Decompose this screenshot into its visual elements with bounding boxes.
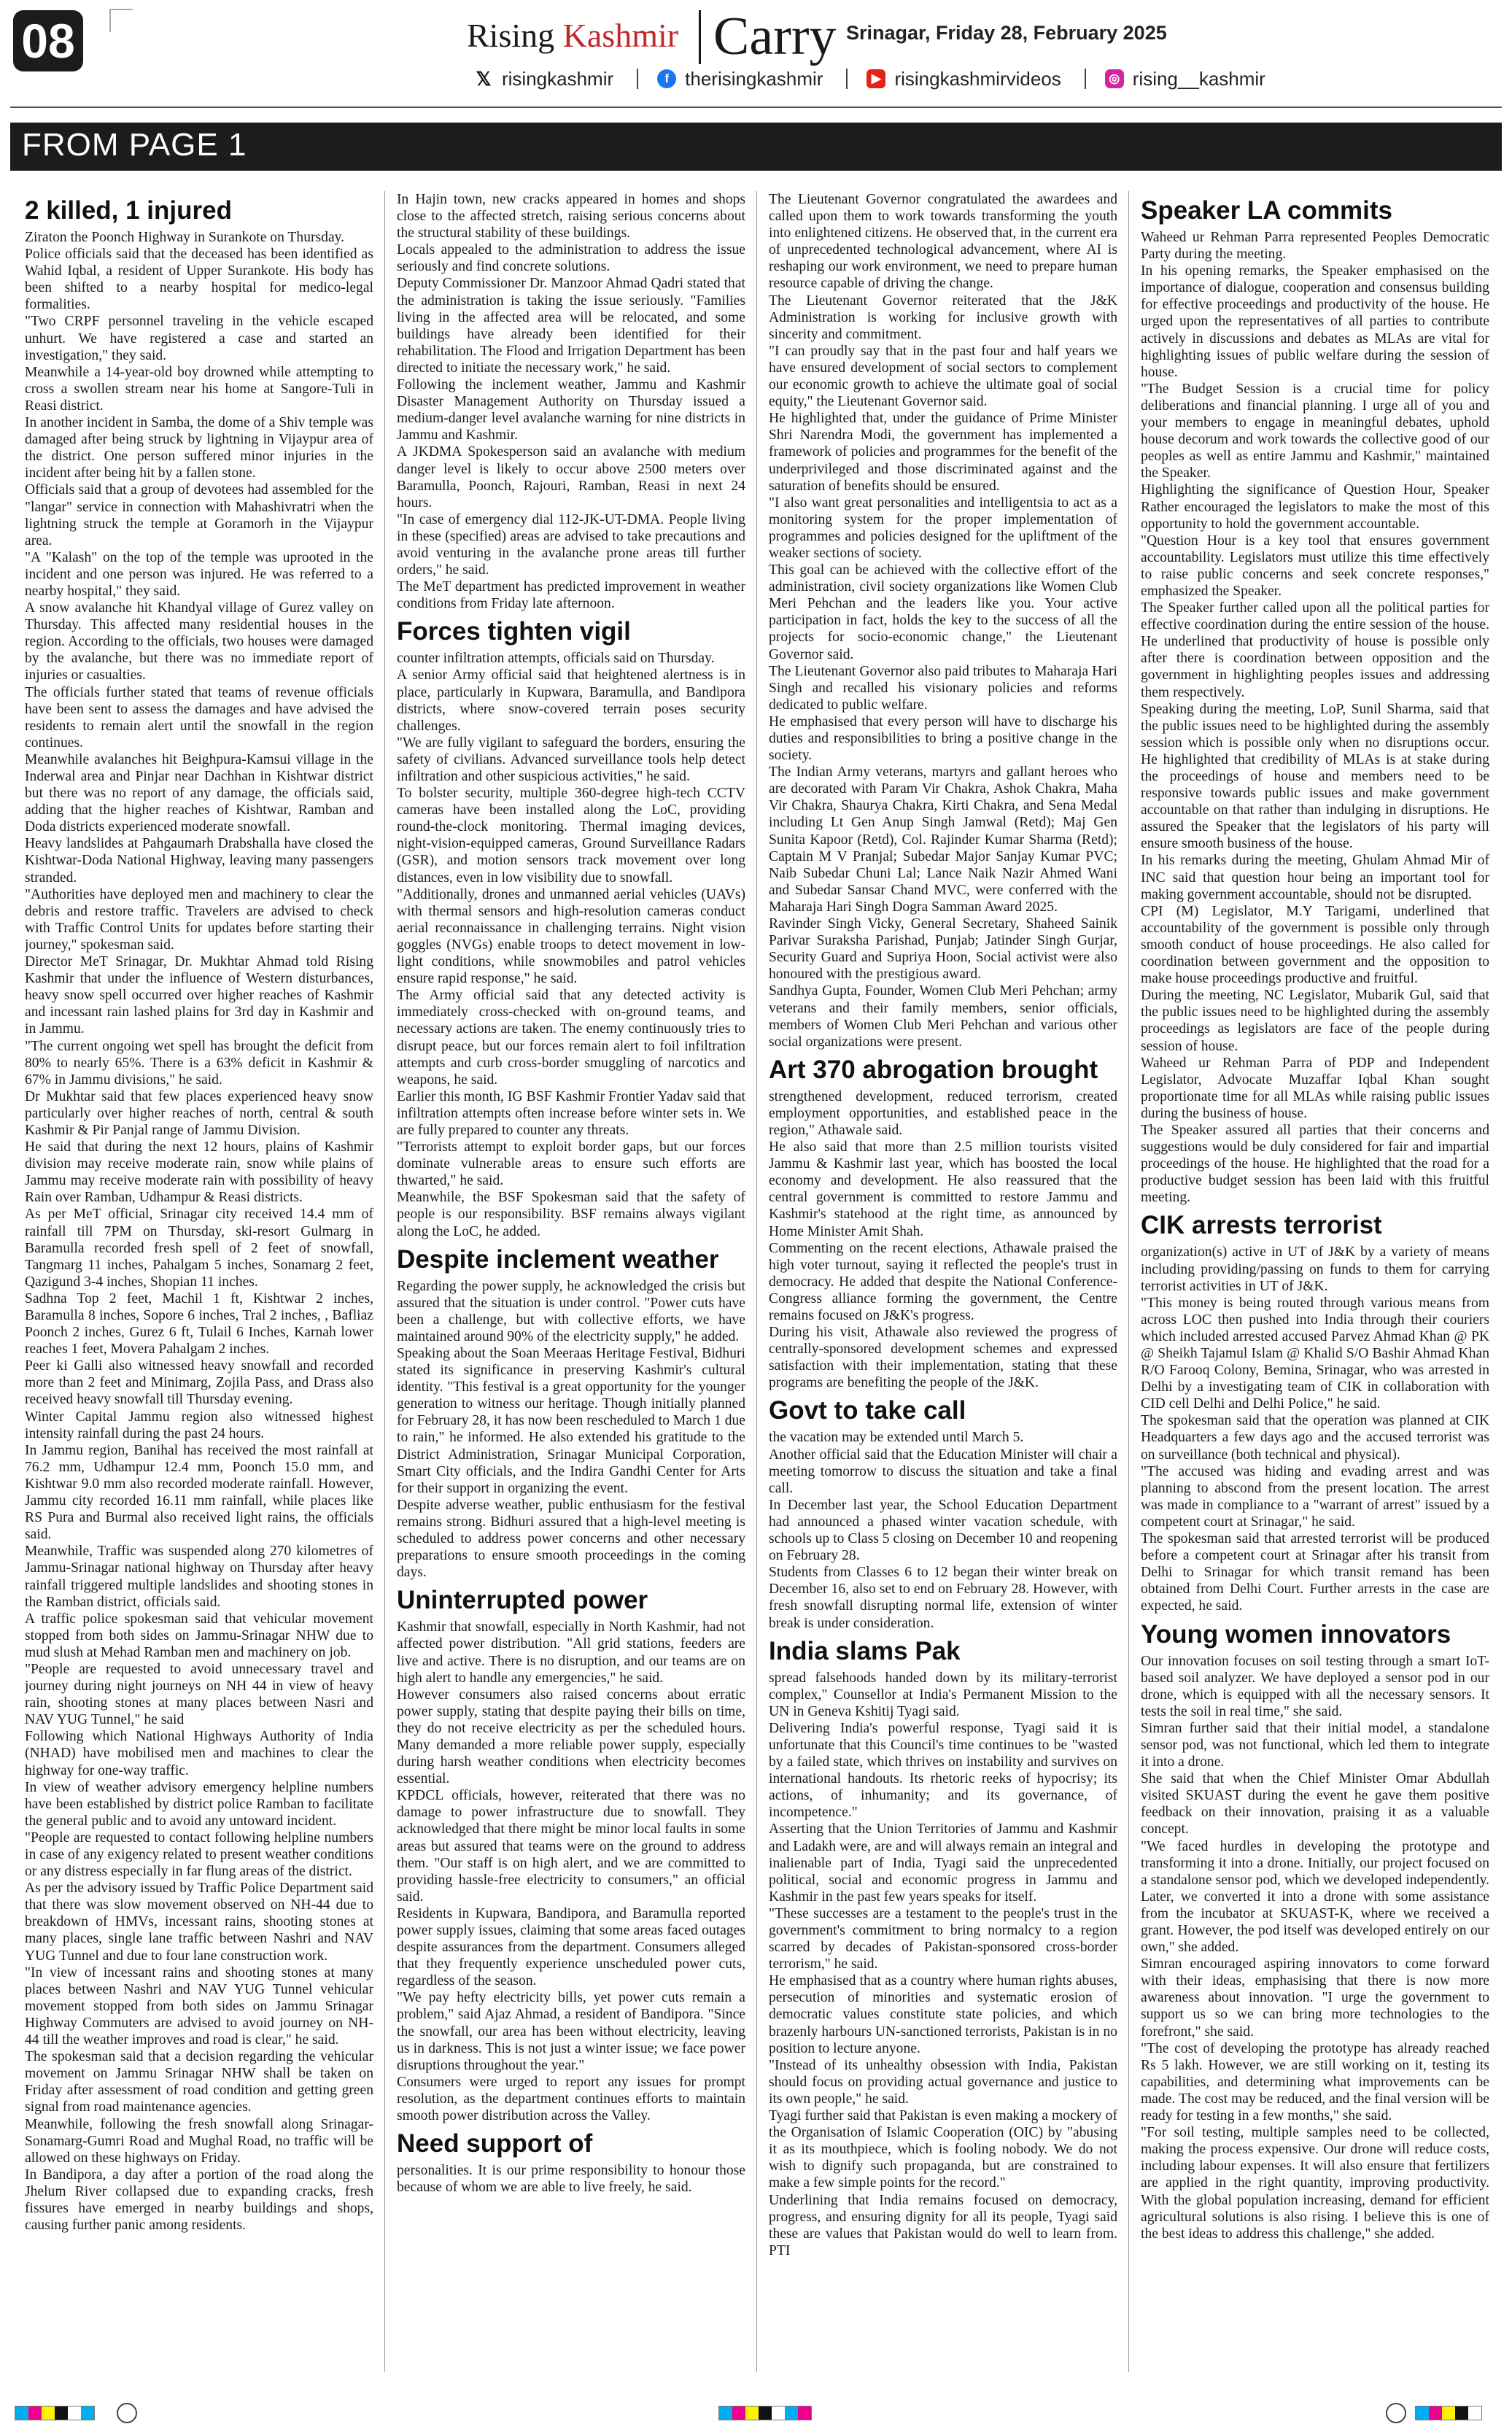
facebook-icon: f <box>657 69 676 88</box>
article-paragraph: He highlighted that, under the guidance of Prime Minister Shri Narendra Modi, the government has implemented a framework of policies and programmes for the benefit of the underprivileged and those discriminated against and the saturation of benefits should be ensured. <box>769 411 1117 494</box>
article-paragraph: In December last year, the School Education Department had announced a phased winter vacation schedule, with schools up to Class 5 closing on December 10 and reopening on February 28. <box>769 1497 1117 1564</box>
column-2 <box>397 191 745 2372</box>
article-headline: Speaker LA commits <box>1141 196 1392 225</box>
article-headline: Govt to take call <box>769 1396 966 1425</box>
article-paragraph: "I can proudly say that in the past four and half years we have ensured development of social sectors to complement our economic growth to achieve the ultimate goal of social equity," the Lieutenant Governor said. <box>769 343 1117 410</box>
article-paragraph: The spokesman said that arrested terrorist will be produced before a competent court at Srinagar after his transit from Delhi to Srinagar for which transit remand has been obtained from Delhi Court. Further arrests in the case are expected, he said. <box>1141 1531 1489 1614</box>
article-paragraph: personalities. It is our prime responsibility to honour those because of whom we are able to live freely, he said. <box>397 2163 745 2196</box>
article-paragraph: In his remarks during the meeting, Ghulam Ahmad Mir of INC said that question hour being an important tool for making government accountable, should not be disrupted. <box>1141 853 1489 902</box>
article-paragraph: Waheed ur Rehman Parra of PDP and Independent Legislator, Advocate Muzaffar Iqbal Khan sought proportionate time for all MLAs while raising public issues during the business of house. <box>1141 1055 1489 1121</box>
article-headline: CIK arrests terrorist <box>1141 1211 1382 1240</box>
article-paragraph: The spokesman said that a decision regarding the vehicular movement on Jammu Srinagar NHW shall be taken on Friday after assessment of road condition and getting green signal from road maintenance agencies. <box>25 2049 373 2115</box>
page-number: 08 <box>13 10 83 71</box>
article-paragraph: "Question Hour is a key tool that ensures government accountability. Legislators must utilize this time effectively to raise public concerns and seek concrete responses," emphasized the Speaker. <box>1141 533 1489 599</box>
article-paragraph: Ziraton the Poonch Highway in Surankote on Thursday. <box>25 230 345 245</box>
print-color-bar <box>0 2400 1512 2424</box>
article-paragraph: Sandhya Gupta, Founder, Women Club Meri Pehchan; army veterans and their family members, senior officials, members of Women Club Meri Pehchan and various other social organizations were present. <box>769 983 1117 1050</box>
article-paragraph: CPI (M) Legislator, M.Y Tarigami, underlined that accountability of the government is possible only through smooth conduct of house proceedings. He also called for coordination between government and the opposition to make house proceedings productive and fruitful. <box>1141 903 1489 987</box>
article-paragraph: He also said that more than 2.5 million tourists visited Jammu & Kashmir last year, which has boosted the local economy and development. He also reassured that the central government is committed to restore Jammu and Kashmir's statehood at the right time, as announced by Home Minister Amit Shah. <box>769 1139 1117 1239</box>
article-paragraph: "Authorities have deployed men and machinery to clear the debris and restore traffic. Travelers are advised to check with Traffic Control Units for updates before starting their journey," spokesman said. <box>25 886 373 953</box>
column-1 <box>25 191 373 2372</box>
article-paragraph: Meanwhile avalanches hit Beighpura-Kamsui village in the Inderwal area and Pinjar near Dachhan in Kishtwar district but there was no report of any damage, the officials said, adding that the higher reaches of Kishtwar, Ramban and Doda districts experienced moderate snowfall. <box>25 751 373 835</box>
article-paragraph: strengthened development, reduced terrorism, created employment opportunities, and established peace in the region," Athawale said. <box>769 1088 1117 1138</box>
article-paragraph: Heavy landslides at Pahgaumarh Drabshalla have closed the Kishtwar-Doda National Highway, leaving many passengers stranded. <box>25 836 373 886</box>
social-divider <box>637 69 638 89</box>
article-paragraph: He said that during the next 12 hours, plains of Kashmir division may receive moderate rain, snow while plains of Jammu may receive moderate rain with possibility of heavy Rain over Ramban, Udhampur & Reasi districts. <box>25 1139 373 1206</box>
column-divider <box>384 191 385 2372</box>
registration-mark <box>117 2403 137 2423</box>
article-paragraph: KPDCL officials, however, reiterated that there was no damage to power infrastructure due to snowfall. They acknowledged that there might be minor local faults in some areas but assured that teams were on the ground to address them. "Our staff is on high alert, and we are committed to providing hassle-free electricity to consumers," an official said. <box>397 1788 745 1905</box>
article-paragraph: Highlighting the significance of Question Hour, Speaker Rather encouraged the legislators to make the most of this opportunity to hold the government accountable. <box>1141 482 1489 532</box>
article-paragraph: "We pay hefty electricity bills, yet power cuts remain a problem," said Ajaz Ahmad, a resident of Bandipora. "Since the snowfall, our area has been without electricity, leaving us in darkness. This is not just a winter issue; we face power disruptions throughout the year." <box>397 1990 745 2073</box>
article-paragraph: the vacation may be extended until March 5. <box>769 1430 1024 1446</box>
article-paragraph: The Lieutenant Governor reiterated that the J&K Administration is working for inclusive growth with sincerity and commitment. <box>769 293 1117 342</box>
article-paragraph: "For soil testing, multiple samples need to be collected, making the process expensive. Our drone will reduce costs, including labour expenses. It will also ensure that fertilizers are applied in the right quantity, improving productivity. With the global population increasing, demand for efficient agricultural solutions is also rising. I believe this is one of the best ideas to address this challenge," she added. <box>1141 2125 1489 2242</box>
article-paragraph: "Terrorists attempt to exploit border gaps, but our forces dominate vulnerable areas to ensure such efforts are thwarted," he said. <box>397 1139 745 1189</box>
article-paragraph: Director MeT Srinagar, Dr. Mukhtar Ahmad told Rising Kashmir that under the influence of Western disturbances, heavy snow spell occurred over higher reaches of Kashmir and incessant rain lashed plains for 3rd day in Kashmir and in Jammu. <box>25 954 373 1037</box>
youtube-icon: ▶ <box>867 69 885 88</box>
article-paragraph: Speaking about the Soan Meeraas Heritage Festival, Bidhuri stated its significance in preserving Kashmir's cultural identity. "This festival is a great opportunity for the younger generation to witness our heritage. Though initially planned for February 28, it has now been rescheduled to March 1 due to rain," he informed. He also extended his gratitude to the District Administration, Srinagar Municipal Corporation, Smart City officials, and the Indira Gandhi Center for Arts for their support in organizing the event. <box>397 1346 745 1496</box>
article-paragraph: Sadhna Top 2 feet, Machil 1 ft, Kishtwar 2 inches, Baramulla 8 inches, Sopore 6 inches, Tral 2 inches, , Bafliaz Poonch 2 inches, Gurez 6 ft, Tulail 6 Inches, Karnah lower reaches 1 feet, Movera Pahalgam 2 inches. <box>25 1290 373 1358</box>
article-paragraph: "These successes are a testament to the people's trust in the government's commitment to bring normalcy to a region scarred by decades of Pakistan-sponsored cross-border terrorism," he said. <box>769 1905 1117 1972</box>
article-paragraph: He emphasised that as a country where human rights abuses, persecution of minorities and systematic erosion of democratic values constitute state policies, and which brazenly harbours UN-sanctioned terrorists, Pakistan is in no position to lecture anyone. <box>769 1973 1117 2056</box>
article-paragraph: Locals appealed to the administration to address the issue seriously and find concrete solutions. <box>397 242 745 275</box>
article-paragraph: Kashmir that snowfall, especially in North Kashmir, had not affected power distribution. "All grid stations, feeders are live and active. There is no disruption, and our teams are on high alert to handle any emergencies," he said. <box>397 1619 745 1686</box>
article-paragraph: Speaking during the meeting, LoP, Sunil Sharma, said that the public issues need to be highlighted during the assembly session which is possible only when no disruptions occur. He highlighted that credibility of MLAs is at stake during the proceedings of house and members need to be responsive towards public issues and make government accountable on that rather than indulging in disruptions. He assured the Speaker that the legislators of his party will ensure smooth business of the house. <box>1141 701 1489 852</box>
banner-label: FROM PAGE 1 <box>22 127 247 163</box>
article-paragraph: In Bandipora, a day after a portion of the road along the Jhelum River collapsed due to expanding cracks, fresh fissures have emerged in nearby buildings and shops, causing further panic among residents. <box>25 2167 373 2234</box>
article-paragraph: To bolster security, multiple 360-degree high-tech CCTV cameras have been installed along the LoC, providing round-the-clock monitoring. Thermal imaging devices, night-vision-equipped cameras, Ground Surveillance Radars (GSR), and motion sensors track movement over long distances, even in low visibility due to snowfall. <box>397 786 745 886</box>
article-paragraph: organization(s) active in UT of J&K by a variety of means including providing/passing on funds to them for carrying terrorist activities in UT of J&K. <box>1141 1244 1489 1294</box>
article-paragraph: Simran encouraged aspiring innovators to come forward with their ideas, emphasising that there is now more awareness about innovation. "I urge the government to support us so we can bring more technologies to the forefront," she said. <box>1141 1956 1489 2040</box>
article-paragraph: During the meeting, NC Legislator, Mubarik Gul, said that the public issues need to be highlighted during the assembly proceedings as legislators are face of the people during session of house. <box>1141 988 1489 1054</box>
article-paragraph: Deputy Commissioner Dr. Manzoor Ahmad Qadri stated that the administration is taking the issue seriously. "Families living in the affected area will be relocated, and some buildings have already been identified for their rehabilitation. The Flood and Irrigation Department has been directed to initiate the necessary work," he said. <box>397 276 745 376</box>
color-swatches-center <box>718 2406 812 2420</box>
article-headline: 2 killed, 1 injured <box>25 196 232 225</box>
article-paragraph: He emphasised that every person will have to discharge his duties and responsibilities to bring a positive change in the society. <box>769 713 1117 764</box>
article-paragraph: A traffic police spokesman said that vehicular movement stopped from both sides on Jammu-Srinagar NHW due to mud slush at Mehad Ramban men and machinery on job. <box>25 1611 373 1660</box>
article-paragraph: The Lieutenant Governor congratulated the awardees and called upon them to work towards transforming the youth into enlightened citizens. He observed that, in the current era of unprecedented technological advancement, where AI is reshaping our work environment, we need to prepare human resource capable of driving the change. <box>769 192 1117 292</box>
article-paragraph: A snow avalanche hit Khandyal village of Gurez valley on Thursday. This affected many residential houses in the region. According to the officials, two houses were damaged by the avalanche, but there was no immediate report of injuries or casualties. <box>25 600 373 684</box>
article-paragraph: "In view of incessant rains and shooting stones at many places between Nashri and NAV YUG Tunnel vehicular movement stopped from both sides on Jammu Srinagar Highway Commuters are advised to avoid journey on NH-44 till the weather improves and road is clear," he said. <box>25 1964 373 2048</box>
article-paragraph: "I also want great personalities and intelligentsia to act as a monitoring system for the proper implementation of programmes and policies designed for the upliftment of the weaker sections of society. <box>769 495 1117 561</box>
registration-mark <box>1386 2403 1406 2423</box>
masthead <box>0 0 1512 124</box>
article-paragraph: The spokesman said that the operation was planned at CIK Headquarters a few days ago and the accused terrorist was on surveillance (both technical and physical). <box>1141 1413 1489 1463</box>
color-swatches-left <box>15 2406 95 2420</box>
article-paragraph: The officials further stated that teams of revenue officials have been sent to assess the damages and have advised the residents to remain alert until the snowfall in the region continues. <box>25 684 373 751</box>
article-paragraph: Waheed ur Rehman Parra represented Peoples Democratic Party during the meeting. <box>1141 230 1489 263</box>
article-paragraph: In Jammu region, Banihal has received the most rainfall at 76.2 mm, Udhampur 12.4 mm, Poonch 15.0 mm, and Kishtwar 9.0 mm also recorded moderate rainfall. However, Jammu city recorded 16.11 mm rainfall, while places like RS Pura and Burmal also received light rains, the officials said. <box>25 1442 373 1543</box>
column-3 <box>769 191 1117 2372</box>
article-paragraph: Meanwhile, Traffic was suspended along 270 kilometres of Jammu-Srinagar national highway on Thursday after heavy rainfall triggered multiple landslides and shooting stones in the Ramban district, officials said. <box>25 1544 373 1610</box>
dateline: Srinagar, Friday 28, February 2025 <box>846 22 1167 44</box>
article-paragraph: She said that when the Chief Minister Omar Abdullah visited SKUAST during the event he gave them positive feedback on their innovation, praising it as a valuable concept. <box>1141 1771 1489 1838</box>
article-paragraph: Meanwhile, following the fresh snowfall along Srinagar-Sonamarg-Gumri Road and Mughal Road, no traffic will be allowed on these highways on Friday. <box>25 2116 373 2166</box>
article-paragraph: Police officials said that the deceased has been identified as Wahid Iqbal, a resident of Upper Surankote. His body has been shifted to a nearby hospital for medico-legal formalities. <box>25 247 373 313</box>
article-paragraph: Following the inclement weather, Jammu and Kashmir Disaster Management Authority on Thursday issued a medium-danger level avalanche warning for nine districts in Jammu and Kashmir. <box>397 377 745 444</box>
social-divider <box>1085 69 1086 89</box>
article-headline: Uninterrupted power <box>397 1586 648 1615</box>
article-paragraph: In view of weather advisory emergency helpline numbers have been established by district police Ramban to facilitate the general public and to avoid any untoward incident. <box>25 1779 373 1829</box>
article-paragraph: "People are requested to avoid unnecessary travel and journey during night journeys on NH 44 in view of heavy rain, shooting stones at many places between Nasri and NAV YUG Tunnel," he said <box>25 1661 373 1728</box>
article-paragraph: Ravinder Singh Vicky, General Secretary, Shaheed Sainik Parivar Suraksha Parishad, Punjab; Jatinder Singh Gurjar, Security Guard and Supriya Hoon, Social activist were also honoured with the prestigious award. <box>769 916 1117 983</box>
article-paragraph: "We are fully vigilant to safeguard the borders, ensuring the safety of civilians. Advanced surveillance tools help detect infiltration and other suspicious activities," he said. <box>397 735 745 784</box>
article-paragraph: The Speaker assured all parties that their concerns and suggestions would be duly considered for fair and impartial proceedings of the house. He highlighted that the road for a productive budget session has been laid with this fruitful meeting. <box>1141 1122 1489 1206</box>
column-divider <box>756 191 757 2372</box>
social-divider <box>846 69 848 89</box>
article-headline: Need support of <box>397 2129 593 2158</box>
article-headline: Art 370 abrogation brought <box>769 1055 1098 1084</box>
article-paragraph: Simran further said that their initial model, a standalone sensor pod, was not functional, which led them to integrate it into a drone. <box>1141 1720 1489 1770</box>
social-handle: risingkashmirvideos <box>894 67 1061 90</box>
article-paragraph: Earlier this month, IG BSF Kashmir Frontier Yadav said that infiltration attempts often increase before winter sets in. We are fully prepared to counter any threats. <box>397 1088 745 1138</box>
article-paragraph: In his opening remarks, the Speaker emphasised on the importance of dialogue, cooperation and consensus building for effective proceedings and productivity of the house. He urged upon the representatives of all parties to contribute actively in discussions and debates as MLAs are vital for highlighting issues of public welfare during the session of house. <box>1141 263 1489 380</box>
instagram-icon: ◎ <box>1105 69 1124 88</box>
article-paragraph: In another incident in Samba, the dome of a Shiv temple was damaged after being struck by lightning in Vijaypur area of the district. One person suffered minor injuries in the incident after being hit by a fallen stone. <box>25 415 373 481</box>
article-columns <box>25 191 1491 2372</box>
social-handles <box>474 64 1510 93</box>
article-paragraph: Underlining that India remains focused on democracy, progress, and ensuring dignity for all its people, Tyagi said these are values that Pakistan would do well to learn from. PTI <box>769 2192 1117 2258</box>
article-paragraph: "This money is being routed through various means from across LOC then pushed into India through their couriers which included arrested accused Parvez Ahmad Khan @ PK @ Sheikh Tajamul Islam @ Khalid S/O Bashir Ahmad Khan R/O Farooq Colony, Bemina, Srinagar, who was arrested in Delhi by a investigating team of CIK in collaboration with CID cell Delhi and Delhi Police," he said. <box>1141 1295 1489 1412</box>
article-headline: Forces tighten vigil <box>397 617 631 646</box>
article-paragraph: A JKDMA Spokesperson said an avalanche with medium danger level is likely to occur above 2500 meters over Baramulla, Poonch, Rajouri, Ramban, Reasi in next 24 hours. <box>397 444 745 511</box>
article-paragraph: Winter Capital Jammu region also witnessed highest intensity rainfall during the past 24 hours. <box>25 1409 373 1441</box>
article-paragraph: Regarding the power supply, he acknowledged the crisis but assured that the situation is under control. "Power cuts have been a challenge, but with collective efforts, we have maintained around 90% of the electricity supply," he added. <box>397 1278 745 1344</box>
article-paragraph: The Indian Army veterans, martyrs and gallant heroes who are decorated with Param Vir Chakra, Ashok Chakra, Maha Vir Chakra, Shaurya Chakra, Kirti Chakra, and Sena Medal including Lt Gen Anup Singh Jamwal (Retd); Maj Gen Sunita Kapoor (Retd), Col. Rajinder Kumar Sharma (Retd); Captain M V Pranjal; Subedar Major Sanjay Kumar PVC; Naib Subedar Chuni Lal; Lance Naik Nazir Ahmed Wani and Subedar Sansar Chand MVC, were conferred with the Maharaja Hari Singh Dogra Samman Award 2025. <box>769 764 1117 915</box>
brand-first: Rising <box>467 17 555 54</box>
column-divider <box>1128 191 1129 2372</box>
article-paragraph: The MeT department has predicted improvement in weather conditions from Friday late afternoon. <box>397 579 745 612</box>
article-paragraph: "Additionally, drones and unmanned aerial vehicles (UAVs) with thermal sensors and high-resolution cameras conduct aerial reconnaissance in challenging terrains. Night vision goggles (NVGs) enable troops to detect movement in low-light conditions, while snowmobiles and patrol vehicles ensure rapid response," he said. <box>397 886 745 987</box>
article-paragraph: This goal can be achieved with the collective effort of the administration, civil society organizations like Women Club Meri Pehchan and the leaders like you. Your active participation in fact, holds the key to the success of all the projects for socio-economic change," the Lieutenant Governor said. <box>769 562 1117 662</box>
article-paragraph: "Two CRPF personnel traveling in the vehicle escaped unhurt. We have registered a case and started an investigation," they said. <box>25 314 373 363</box>
article-paragraph: Despite adverse weather, public enthusiasm for the festival remains strong. Bidhuri assured that a high-level meeting is scheduled to address power concerns and other necessary preparations to ensure smooth proceedings in the coming days. <box>397 1497 745 1581</box>
article-paragraph: Meanwhile, the BSF Spokesman said that the safety of people is our responsibility. BSF remains always vigilant along the LoC, he added. <box>397 1190 745 1239</box>
article-paragraph: Consumers were urged to report any issues for prompt resolution, as the department continues efforts to maintain smooth power distribution across the Valley. <box>397 2074 745 2124</box>
social-handle: risingkashmir <box>502 67 614 90</box>
article-paragraph: "The Budget Session is a crucial time for policy deliberations and financial planning. I urge all of you and your members to engage in meaningful debates, uphold house decorum and work towards the collective good of our peoples as well as entire Jammu and Kashmir," maintained the Speaker. <box>1141 381 1489 481</box>
article-paragraph: Another official said that the Education Minister will chair a meeting tomorrow to discuss the situation and take a final call. <box>769 1447 1117 1496</box>
article-paragraph: "Instead of its unhealthy obsession with India, Pakistan should focus on providing actual governance and justice to its own people," he said. <box>769 2057 1117 2107</box>
article-paragraph: "In case of emergency dial 112-JK-UT-DMA. People living in these (specified) areas are advised to take precautions and avoid venturing in the avalanche prone areas till further orders," he said. <box>397 511 745 578</box>
article-paragraph: During his visit, Athawale also reviewed the progress of centrally-sponsored development schemes and expressed satisfaction with their implementation, stating that these programs are benefiting the people of the J&K. <box>769 1325 1117 1391</box>
article-paragraph: Our innovation focuses on soil testing through a smart IoT-based soil analyzer. We have deployed a sensor pod in our drone, which is equipped with all the necessary sensors. It tests the soil in real time," she said. <box>1141 1653 1489 1719</box>
brand-second: Kashmir <box>562 17 679 54</box>
article-paragraph: In Hajin town, new cracks appeared in homes and shops close to the affected stretch, raising serious concerns about the structural stability of these buildings. <box>397 192 745 241</box>
article-paragraph: Peer ki Galli also witnessed heavy snowfall and recorded more than 2 feet and Minimarg, Zojila Pass, and Drass also received heavy snowfall till Thursday evening. <box>25 1358 373 1408</box>
article-paragraph: The Speaker further called upon all the political parties for effective coordination during the entire session of the house. He underlined that productivity of house is possible only after there is coordination between opposition and the government in highlighting peoples issues and addressing them respectively. <box>1141 600 1489 700</box>
article-paragraph: Dr Mukhtar said that few places experienced heavy snow particularly over higher reaches of north, central & south Kashmir & Pir Panjal range of Jammu Division. <box>25 1088 373 1138</box>
article-paragraph: Asserting that the Union Territories of Jammu and Kashmir and Ladakh were, are and will always remain an integral and inalienable part of India, Tyagi said the unprecedented political, social and economic progress in Jammu and Kashmir in the past few years speaks for itself. <box>769 1821 1117 1905</box>
section-title: Carry <box>713 7 837 66</box>
color-swatches-right <box>1415 2406 1482 2420</box>
article-paragraph: Tyagi further said that Pakistan is even making a mockery of the Organisation of Islamic Cooperation (OIC) by "abusing it as its mouthpiece, which is fooling nobody. We do not wish to dignify such propaganda, but are constrained to make a few simple points for the record." <box>769 2108 1117 2191</box>
social-handle: therisingkashmir <box>685 67 823 90</box>
article-headline: India slams Pak <box>769 1636 961 1665</box>
brand-divider <box>699 10 701 64</box>
registration-mark <box>109 9 133 32</box>
article-paragraph: The Lieutenant Governor also paid tributes to Maharaja Hari Singh and recalled his visionary policies and reforms dedicated to public welfare. <box>769 663 1117 713</box>
brand-logo <box>467 16 678 55</box>
article-paragraph: Students from Classes 6 to 12 began their winter break on December 16, also set to end on February 28. However, with fresh snowfall disrupting normal life, extension of winter break is under consideration. <box>769 1565 1117 1631</box>
article-paragraph: As per MeT official, Srinagar city received 14.4 mm of rainfall till 7PM on Thursday, ski-resort Gulmarg in Baramulla recorded fresh spell of 2 feet of snowfall, Tangmarg 11 inches, Pahalgam 5 inches, Sonamarg 2 feet, Qazigund 3-4 inches, Shopian 11 inches. <box>25 1207 373 1290</box>
article-paragraph: A senior Army official said that heightened alertness is in place, particularly in Kupwara, Baramulla, and Bandipora districts, where snow-covered terrain poses security challenges. <box>397 667 745 734</box>
column-4 <box>1141 191 1489 2372</box>
article-headline: Despite inclement weather <box>397 1244 719 1274</box>
article-paragraph: "The current ongoing wet spell has brought the deficit from 80% to nearly 65%. There is a 63% deficit in Kashmir & 67% in Jammu divisions," he said. <box>25 1038 373 1088</box>
article-paragraph: The Army official said that any detected activity is immediately cross-checked with on-ground teams, and necessary actions are taken. The enemy continuously tries to disrupt peace, but our forces remain alert to foil infiltration attempts and curb cross-border smuggling of narcotics and weapons, he said. <box>397 988 745 1088</box>
article-paragraph: Delivering India's powerful response, Tyagi said it is unfortunate that this Council's time continues to be "wasted by a failed state, which thrives on instability and survives on international handouts. Its rhetoric reeks of hypocrisy; its actions, of inhumanity; and its governance, of incompetence." <box>769 1720 1117 1821</box>
social-handle: rising__kashmir <box>1132 67 1265 90</box>
article-paragraph: counter infiltration attempts, officials said on Thursday. <box>397 651 715 667</box>
article-paragraph: Officials said that a group of devotees had assembled for the "langar" service in connection with Mahashivratri when the lightning struck the temple at Goramorh in the Vijaypur area. <box>25 482 373 549</box>
article-paragraph: Residents in Kupwara, Bandipora, and Baramulla reported power supply issues, claiming that some areas faced outages despite assurances from the department. Consumers alleged that they frequently experience unscheduled power cuts, regardless of the season. <box>397 1905 745 1989</box>
article-paragraph: "The accused was hiding and evading arrest and was planning to abscond from the present location. The arrest was made in compliance to a "warrant of arrest" issued by a competent court at Srinagar," he said. <box>1141 1463 1489 1530</box>
article-paragraph: spread falsehoods handed down by its military-terrorist complex," Counsellor at India's Permanent Mission to the UN in Geneva Kshitij Tyagi said. <box>769 1670 1117 1719</box>
x-icon: 𝕏 <box>474 69 493 88</box>
article-paragraph: However consumers also raised concerns about erratic power supply, stating that despite paying their bills on time, they do not receive electricity as per the scheduled hours. Many demanded a more reliable power supply, especially during harsh weather conditions when electricity becomes essential. <box>397 1687 745 1787</box>
article-paragraph: "We faced hurdles in developing the prototype and transforming it into a drone. Initially, our project focused on a standalone sensor pod, which we developed independently. Later, we converted it into a drone with some assistance from the incubator at SKUAST-K, where we received a grant. However, the pod itself was developed entirely on our own," she added. <box>1141 1838 1489 1956</box>
article-paragraph: Following which National Highways Authority of India (NHAD) have mobilised men and machines to clear the highway for one-way traffic. <box>25 1729 373 1778</box>
article-paragraph: Commenting on the recent elections, Athawale praised the high voter turnout, saying it reflected the people's trust in democracy. He added that despite the National Conference-Congress alliance forming the government, the Centre remains focused on J&K's progress. <box>769 1240 1117 1323</box>
article-paragraph: Meanwhile a 14-year-old boy drowned while attempting to cross a swollen stream near his home at Sangore-Tuli in Reasi district. <box>25 364 373 414</box>
article-paragraph: "A "Kalash" on the top of the temple was uprooted in the incident and one person was injured. He was referred to a nearby hospital," they said. <box>25 549 373 599</box>
section-banner <box>10 123 1502 171</box>
masthead-rule <box>10 107 1502 108</box>
article-paragraph: "The cost of developing the prototype has already reached Rs 5 lakh. However, we are still working on it, testing its capabilities, and determining what improvements can be made. The cost may be reduced, and the final version will be ready for testing in a few months," she said. <box>1141 2040 1489 2124</box>
article-headline: Young women innovators <box>1141 1619 1451 1649</box>
article-paragraph: "People are requested to contact following helpline numbers in case of any exigency related to present weather conditions or any distress especially in far flung areas of the district. <box>25 1829 373 1880</box>
article-paragraph: As per the advisory issued by Traffic Police Department said that there was slow movement observed on NH-44 due to breakdown of HMVs, incessant rains, shooting stones at many places, single lane traffic between Nashri and NAV YUG Tunnel and due to four lane construction work. <box>25 1881 373 1964</box>
